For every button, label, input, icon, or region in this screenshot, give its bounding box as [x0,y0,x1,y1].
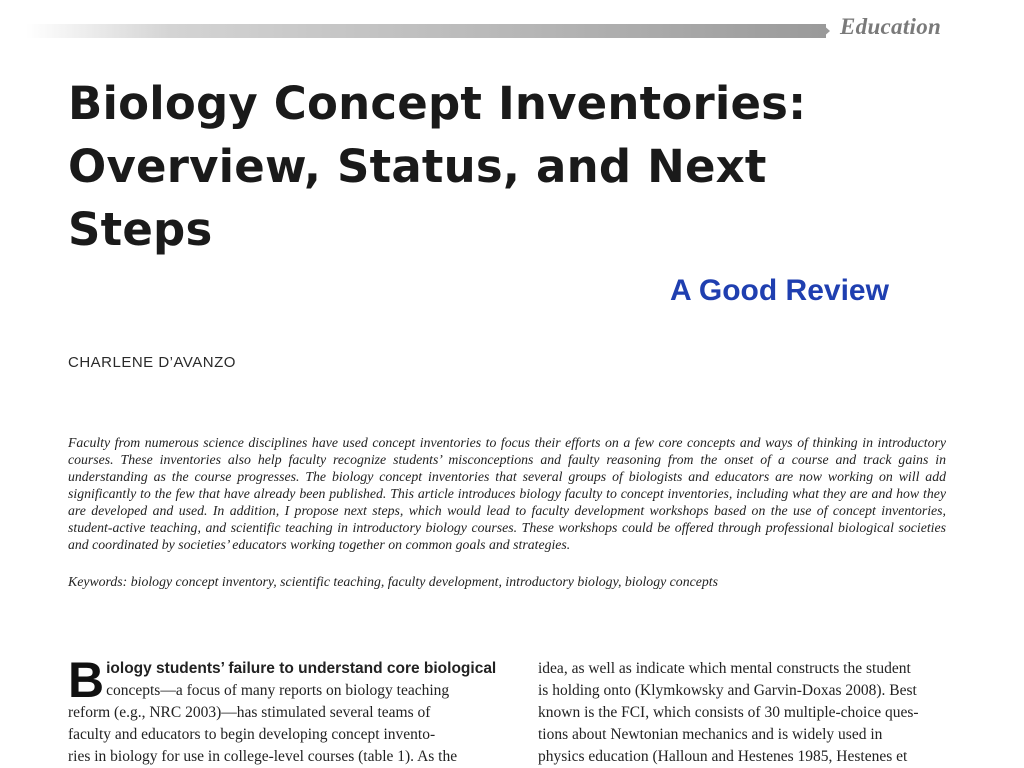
author-name: CHARLENE D’AVANZO [68,354,236,371]
body-line: physics education (Halloun and Hestenes 1985, Hestenes et [538,748,908,765]
lead-in: iology students’ failure to understand core biological [106,660,497,677]
body-line: reform (e.g., NRC 2003)—has stimulated several teams of [68,704,431,721]
header-bar [26,24,826,38]
body-line: idea, as well as indicate which mental constructs the student [538,660,911,677]
header-bar-arrow [822,24,830,38]
body-column-right [538,658,945,768]
drop-cap: B [68,652,105,708]
body-line: ries in biology for use in college-level courses (table 1). As the [68,748,458,765]
keywords: Keywords: biology concept inventory, scientific teaching, faculty development, introductory biology, biology concepts [68,574,718,589]
body-line: faculty and educators to begin developing concept invento- [68,726,436,743]
review-annotation: A Good Review [670,274,889,307]
abstract: Faculty from numerous science disciplines have used concept inventories to focus their efforts on a few core concepts and ways of thinking in introductory courses. These inventories also help faculty recognize students’ misconceptions and faulty reasoning from the onset of a course and track gains in understanding as the course progresses. The biology concept inventories that several groups of biologists and educators are now working on will add significantly to the few that have already been published. This article introduces biology faculty to concept inventories, including what they are and how they are developed and used. In addition, I propose next steps, which would lead to faculty development workshops based on the use of concept inventories, student-active teaching, and scientific teaching in introductory biology courses. These workshops could be offered through professional biological societies and coordinated by societies’ educators working together on common goals and strategies. [68,435,946,552]
body-line: tions about Newtonian mechanics and is widely used in [538,726,883,743]
body-line: known is the FCI, which consists of 30 multiple-choice ques- [538,704,919,721]
body-line: is holding onto (Klymkowsky and Garvin-Doxas 2008). Best [538,682,917,699]
body-line: concepts—a focus of many reports on biology teaching [106,682,450,699]
section-label: Education [840,14,942,39]
article-title: Biology Concept Inventories: Overview, Status, and Next Steps [68,77,807,256]
body-column-left [68,652,497,768]
